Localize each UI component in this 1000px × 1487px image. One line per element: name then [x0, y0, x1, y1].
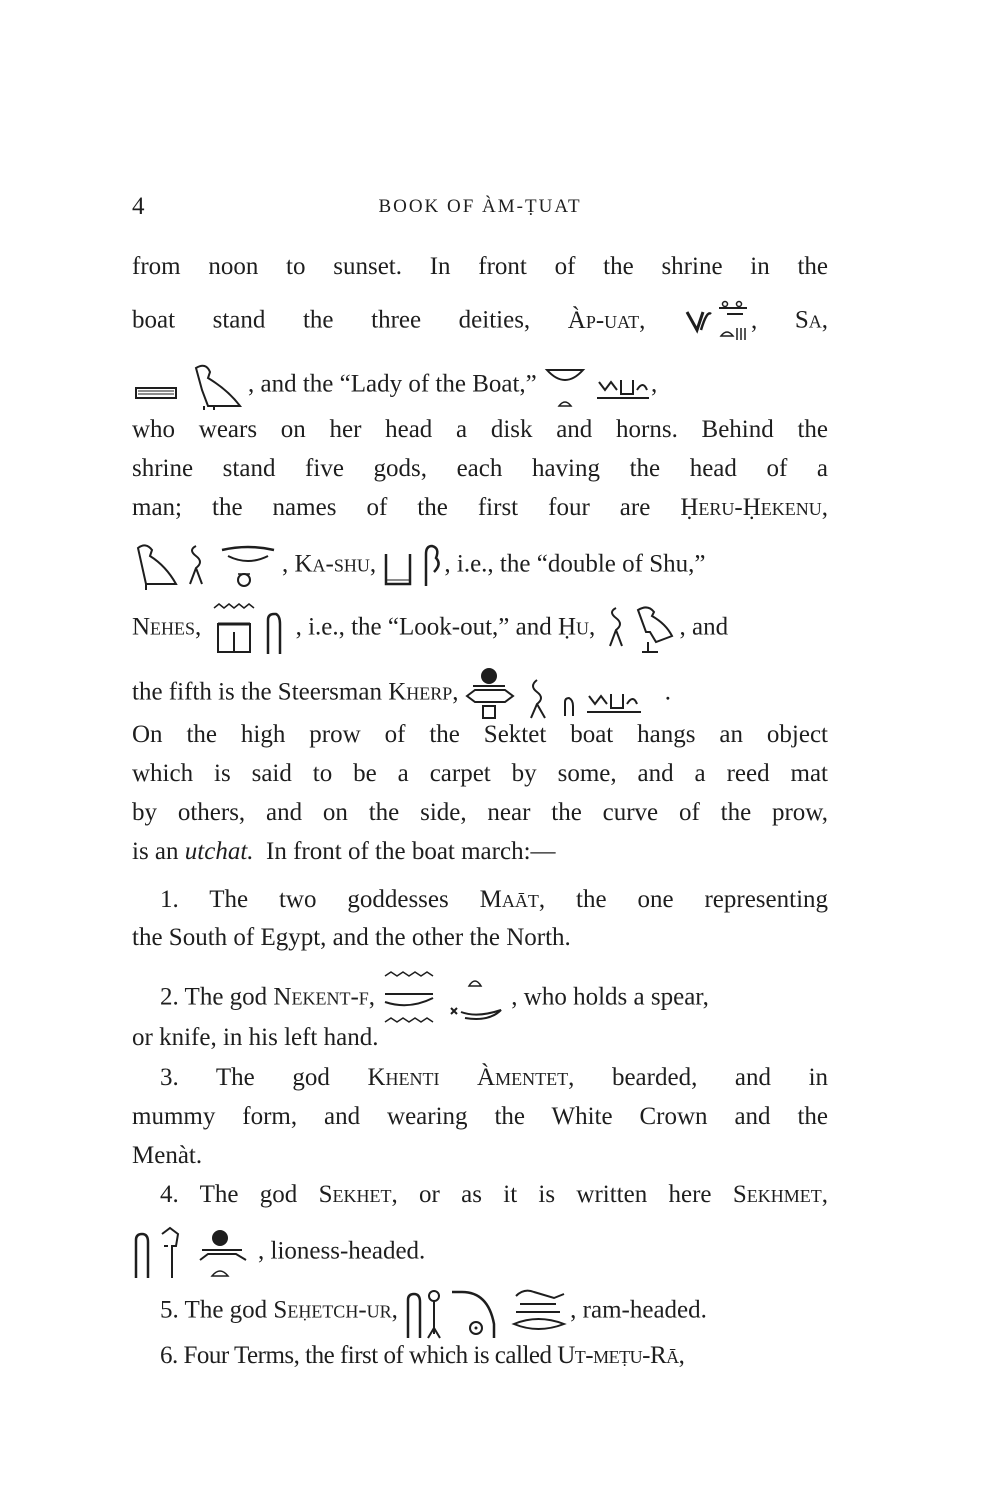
text-line: Menàt. — [132, 1142, 203, 1169]
nekent-f-glyph — [381, 970, 511, 1028]
text-line: 2. The god Nekent-f, , who holds a spear, — [132, 970, 828, 1028]
text-line: , Ka-shu, , i.e., the “double of Shu,” — [132, 540, 828, 592]
kherp-glyph — [465, 666, 665, 722]
heru-hekenu-glyph — [132, 540, 282, 592]
text-line: or knife, in his left hand. — [132, 1024, 379, 1051]
text-line: 5. The god Seḥetch-ur, , ram-headed. — [132, 1284, 828, 1340]
text-line: who wears on her head a disk and horns. Behind the — [132, 416, 828, 443]
nehes-glyph — [208, 602, 296, 656]
sehetch-ur-glyph — [404, 1284, 570, 1340]
text-line: 4. The god Sekhet, or as it is written here Sekhmet, — [160, 1181, 828, 1208]
text-line: the South of Egypt, and the other the North. — [132, 924, 571, 951]
text-line: shrine stand five gods, each having the head of a — [132, 455, 828, 482]
sekhmet-glyph — [132, 1226, 258, 1280]
text-line: boat stand the three deities, Àp-uat, , Sa, — [132, 300, 828, 344]
lady-of-boat-glyph — [543, 360, 651, 412]
text-line: 6. Four Terms, the first of which is called Ut-meṭu-Rā, — [160, 1342, 685, 1369]
page-number: 4 — [132, 193, 145, 220]
page-header — [132, 193, 828, 223]
text-line: which is said to be a carpet by some, and a reed mat — [132, 760, 828, 787]
text-line: the fifth is the Steersman Kherp, . — [132, 666, 828, 722]
ka-shu-glyph — [382, 540, 444, 592]
text-line: by others, and on the side, near the curve of the prow, — [132, 799, 828, 826]
running-title: BOOK OF ÀM-ṬUAT — [378, 196, 582, 217]
text-line: , lioness-headed. — [132, 1226, 828, 1280]
hu-glyph — [602, 602, 680, 656]
text-line: On the high prow of the Sektet boat hangs an object — [132, 721, 828, 748]
text-line: , and the “Lady of the Boat,” , — [132, 360, 828, 412]
text-line: Nehes, , i.e., the “Look-out,” and Ḥu, , and — [132, 602, 828, 656]
text-line: is an utchat. In front of the boat march:— — [132, 838, 556, 865]
text-line: mummy form, and wearing the White Crown and the — [132, 1103, 828, 1130]
ap-uat-glyph — [683, 300, 751, 344]
text-line: 3. The god Khenti Àmentet, bearded, and in — [160, 1064, 829, 1091]
sa-glyph — [132, 360, 248, 412]
text-line: man; the names of the first four are Ḥeru-Ḥekenu, — [132, 494, 828, 521]
text-line: 1. The two goddesses Maāt, the one representing — [160, 886, 829, 913]
text-line: from noon to sunset. In front of the shrine in the — [132, 253, 828, 280]
